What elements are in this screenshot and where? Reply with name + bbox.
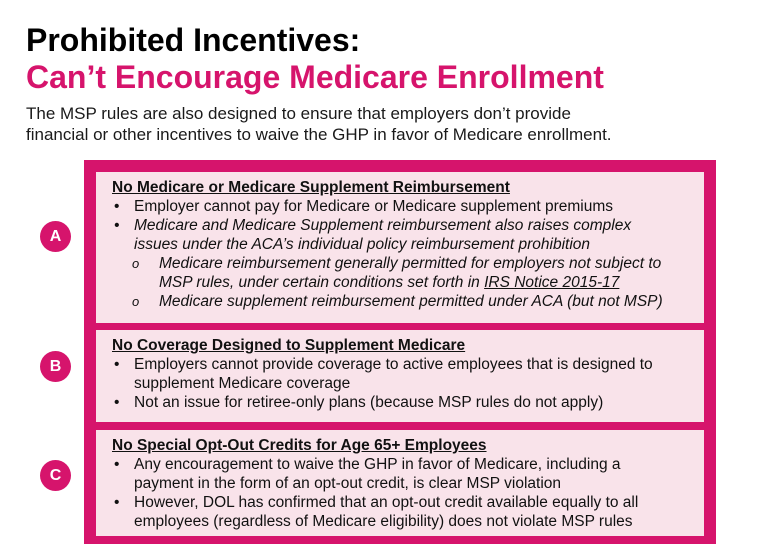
badge-c: C <box>40 460 71 491</box>
sections-frame <box>84 160 716 544</box>
section-c-panel <box>96 430 704 536</box>
bullet-item <box>112 355 694 374</box>
bullet-continuation: payment in the form of an opt-out credit, is clear MSP violation <box>134 475 562 492</box>
sub-bullet-item <box>112 254 694 273</box>
bullet-mark: • <box>114 394 120 411</box>
sub-bullet-mark: o <box>132 294 140 309</box>
section-b-heading: No Coverage Designed to Supplement Medicare <box>112 337 466 354</box>
sub-bullet-text: MSP rules, under certain conditions set forth in <box>159 274 485 291</box>
bullet-text: However, DOL has confirmed that an opt-out credit available equally to all <box>134 494 639 511</box>
bullet-mark: • <box>114 494 120 511</box>
sub-bullet-continuation <box>112 273 694 292</box>
bullet-mark: • <box>114 198 120 215</box>
bullet-mark: • <box>114 217 120 234</box>
bullet-item <box>112 493 694 512</box>
section-b-panel <box>96 330 704 422</box>
sub-bullet-text: Medicare reimbursement generally permitted for employers not subject to <box>159 255 662 272</box>
bullet-mark: • <box>114 456 120 473</box>
sub-bullet-mark: o <box>132 256 140 271</box>
bullet-item <box>112 393 694 412</box>
sub-bullet-item <box>112 292 694 311</box>
intro-paragraph <box>26 103 706 145</box>
bullet-continuation: employees (regardless of Medicare eligibility) does not violate MSP rules <box>134 513 633 530</box>
bullet-text: Employers cannot provide coverage to active employees that is designed to <box>134 356 653 373</box>
section-c-heading: No Special Opt-Out Credits for Age 65+ Employees <box>112 437 487 454</box>
bullet-item <box>112 216 694 235</box>
bullet-text: Employer cannot pay for Medicare or Medicare supplement premiums <box>134 198 613 215</box>
intro-line: financial or other incentives to waive the GHP in favor of Medicare enrollment. <box>26 125 612 144</box>
section-a-panel <box>96 172 704 323</box>
sub-bullet-text: Medicare supplement reimbursement permitted under ACA (but not MSP) <box>159 293 663 310</box>
intro-line: The MSP rules are also designed to ensure that employers don’t provide <box>26 104 571 123</box>
bullet-text: Any encouragement to waive the GHP in favor of Medicare, including a <box>134 456 621 473</box>
slide-title: Prohibited Incentives: <box>26 22 361 58</box>
badge-a: A <box>40 221 71 252</box>
bullet-item <box>112 197 694 216</box>
bullet-item <box>112 455 694 474</box>
section-a-heading: No Medicare or Medicare Supplement Reimbursement <box>112 179 510 196</box>
bullet-continuation: issues under the ACA’s individual policy reimbursement prohibition <box>134 236 591 253</box>
slide-subtitle: Can’t Encourage Medicare Enrollment <box>26 59 604 95</box>
badge-b: B <box>40 351 71 382</box>
bullet-text: Medicare and Medicare Supplement reimbursement also raises complex <box>134 217 632 234</box>
bullet-text: Not an issue for retiree-only plans (because MSP rules do not apply) <box>134 394 604 411</box>
bullet-mark: • <box>114 356 120 373</box>
bullet-continuation: supplement Medicare coverage <box>134 375 351 392</box>
irs-notice-link[interactable]: IRS Notice 2015-17 <box>484 274 620 291</box>
